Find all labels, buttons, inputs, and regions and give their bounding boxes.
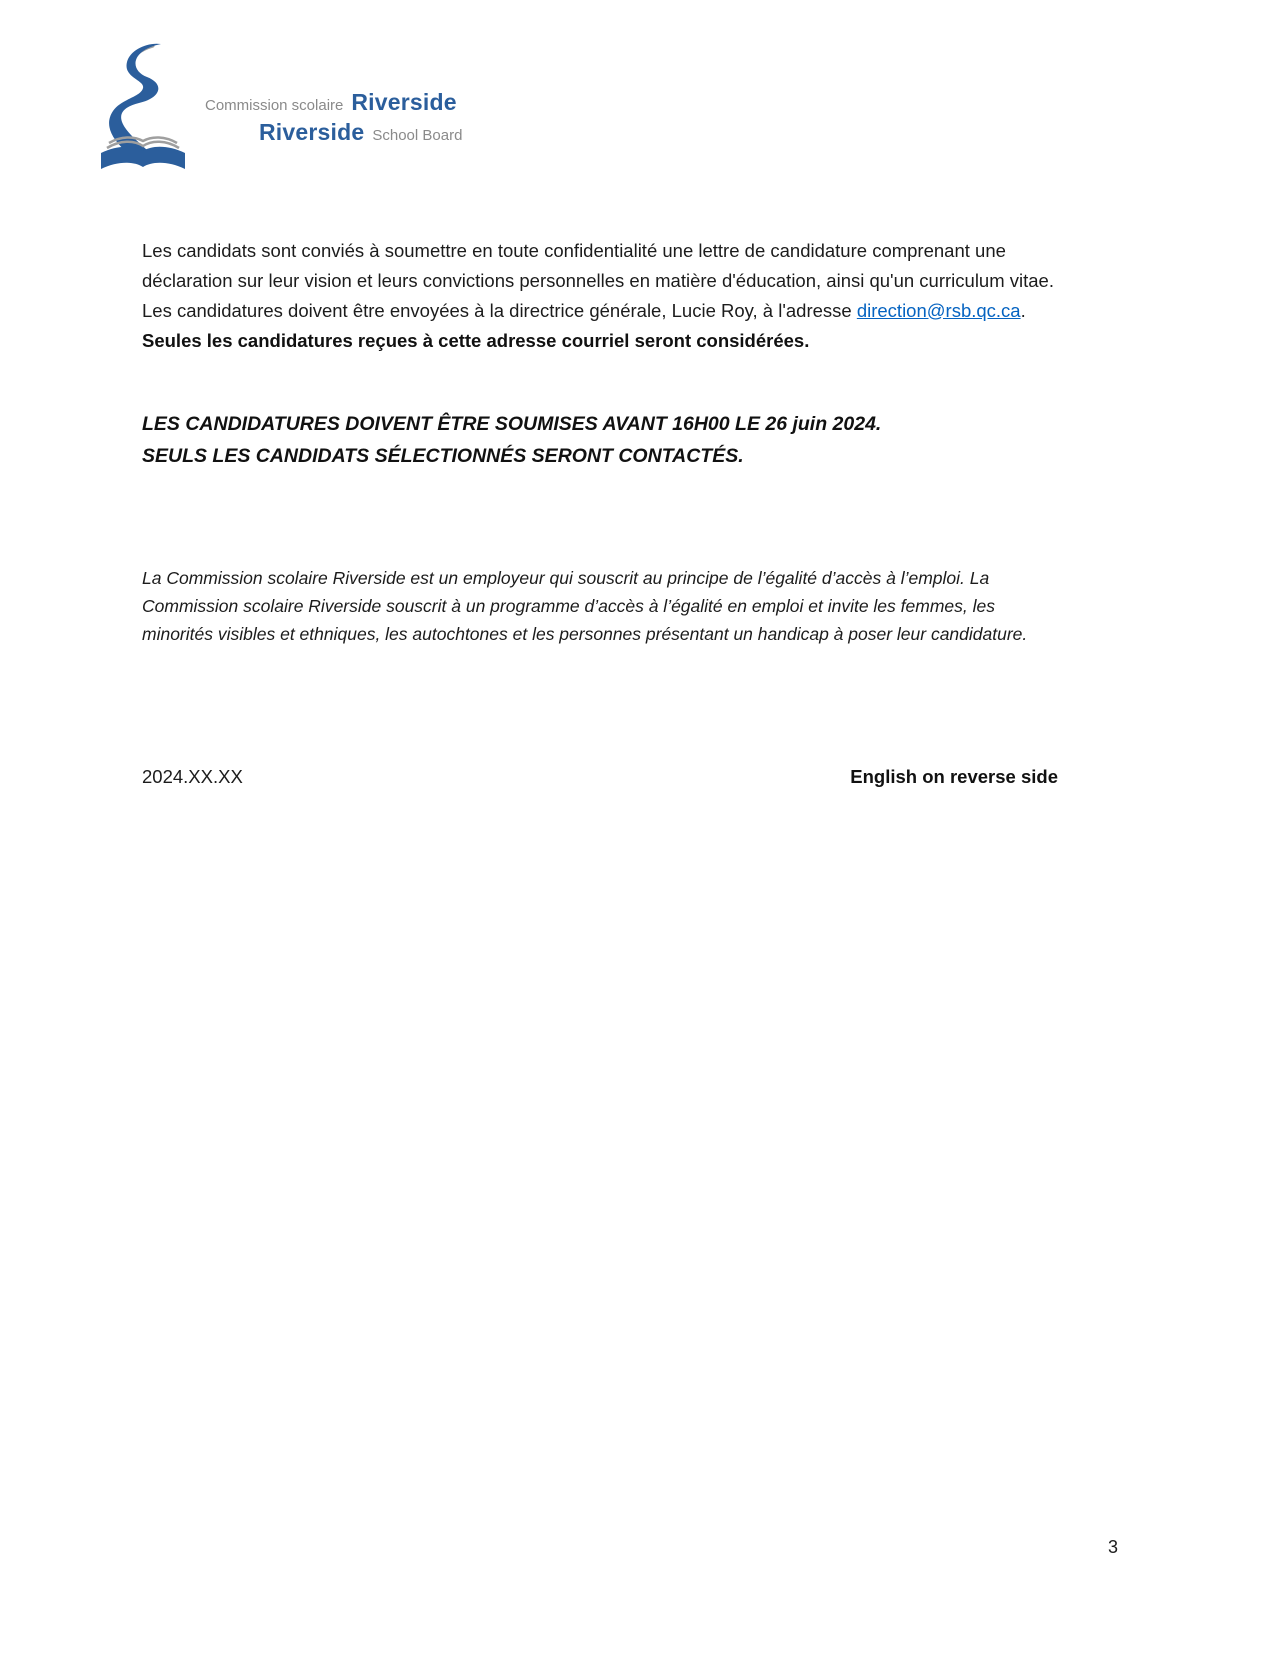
page-number: 3 bbox=[1108, 1537, 1119, 1557]
logo-text-riverside-en: Riverside bbox=[259, 118, 365, 145]
deadline-notice bbox=[142, 408, 1058, 472]
footer-row bbox=[142, 763, 1058, 791]
after-link-text: . bbox=[1020, 299, 1026, 321]
riverside-school-board-logo bbox=[95, 40, 462, 170]
logo-text-school-board: School Board bbox=[372, 126, 463, 144]
equal-opportunity-paragraph: La Commission scolaire Riverside est un employeur qui souscrit au principe de l’égalité d’accès à l’emploi. La Commission scolaire Riverside souscrit à un programme d’accès à l’égalité en emploi et invite les femmes, les minorités visibles et ethniques, les autochtones et les personnes présentant un handicap à poser leur candidature. bbox=[142, 567, 1028, 644]
application-instructions-paragraph bbox=[142, 236, 1058, 356]
email-link[interactable]: direction@rsb.qc.ca bbox=[856, 299, 1021, 321]
footer-date-code: 2024.XX.XX bbox=[142, 766, 243, 787]
deadline-line-1: LES CANDIDATURES DOIVENT ÊTRE SOUMISES AVANT 16H00 LE 26 juin 2024. bbox=[142, 413, 882, 435]
footer-reverse-side-note: English on reverse side bbox=[850, 766, 1058, 787]
logo-text-riverside-fr: Riverside bbox=[351, 89, 457, 115]
logo-text-commission-scolaire: Commission scolaire bbox=[205, 97, 344, 114]
instructions-bold-note: Seules les candidatures reçues à cette adresse courriel seront considérées. bbox=[142, 329, 810, 351]
deadline-line-2: SEULS LES CANDIDATS SÉLECTIONNÉS SERONT CONTACTÉS. bbox=[142, 445, 744, 467]
logo-wordmark bbox=[205, 88, 462, 147]
river-book-logo-icon bbox=[95, 40, 191, 170]
instructions-text: Les candidats sont conviés à soumettre en toute confidentialité une lettre de candidature comprenant une déclaration sur leur vision et leurs convictions personnelles en matière d'éducation, ainsi qu'un curriculum vitae. Les candidatures doivent être envoyées à la directrice générale, Lucie Roy, à l'adresse bbox=[142, 239, 1054, 321]
